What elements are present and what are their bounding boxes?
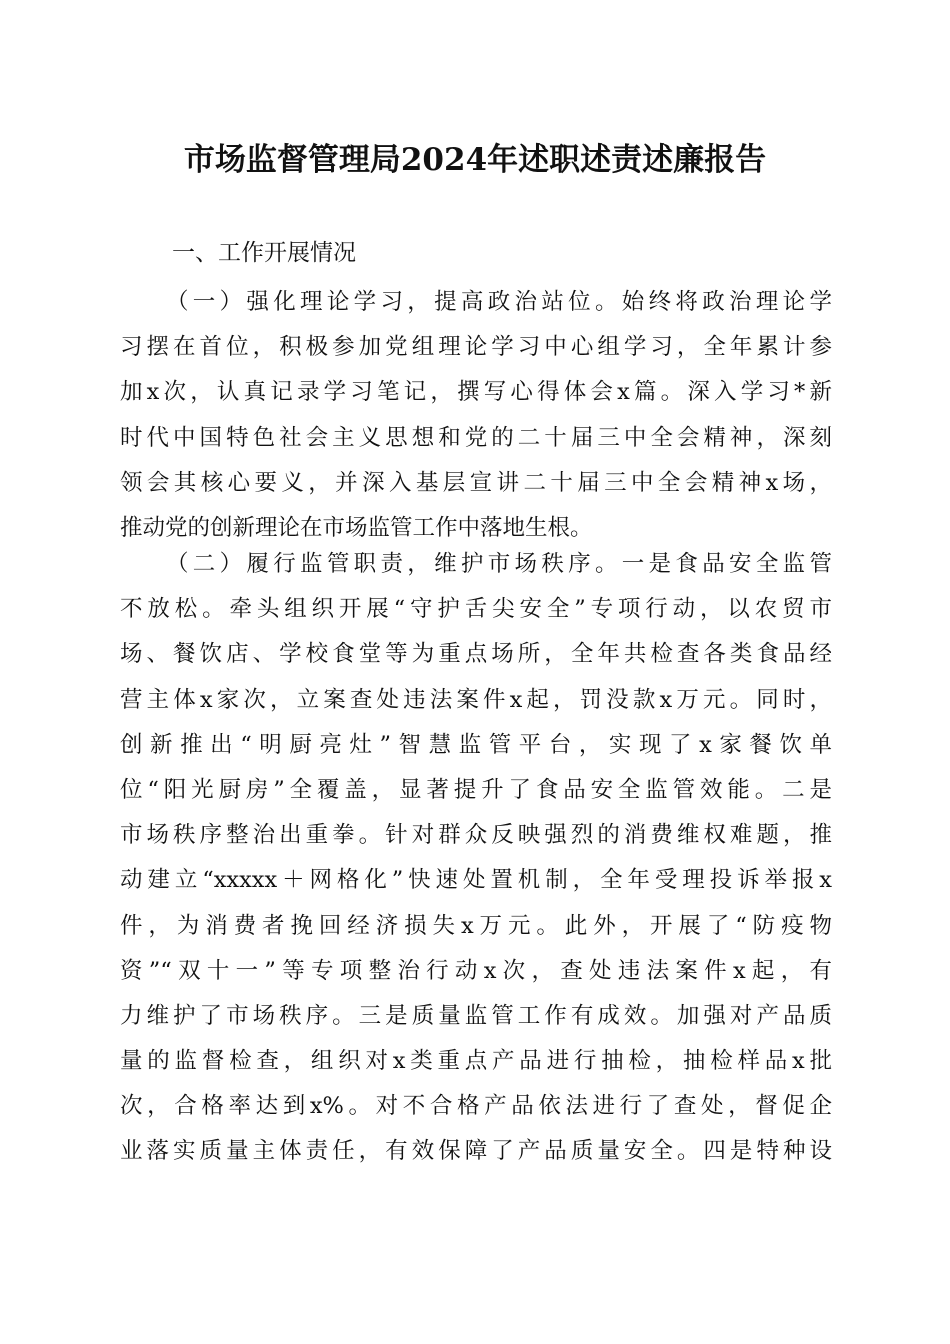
paragraph-line: 力维护了市场秩序。三是质量监管工作有成效。加强对产品质 [120, 1002, 832, 1029]
paragraph-line: 市场秩序整治出重拳。针对群众反映强烈的消费维权难题，推 [120, 822, 832, 849]
paragraph-line: 件，为消费者挽回经济损失x万元。此外，开展了“防疫物 [120, 912, 832, 939]
paragraph-line: 动建立“xxxxx＋网格化”快速处置机制，全年受理投诉举报x [120, 867, 832, 894]
paragraph-line: 营主体x家次，立案查处违法案件x起，罚没款x万元。同时， [120, 686, 832, 713]
paragraph-line: 习摆在首位，积极参加党组理论学习中心组学习，全年累计参 [120, 334, 832, 361]
paragraph-line: 加x次，认真记录学习笔记，撰写心得体会x篇。深入学习*新 [120, 379, 832, 406]
paragraph-line: 位“阳光厨房”全覆盖，显著提升了食品安全监管效能。二是 [120, 776, 832, 803]
paragraph-line: 时代中国特色社会主义思想和党的二十届三中全会精神，深刻 [120, 424, 832, 451]
paragraph-line: 资”“双十一”等专项整治行动x次，查处违法案件x起，有 [120, 957, 832, 984]
paragraph-line: （二）履行监管职责，维护市场秩序。一是食品安全监管 [166, 551, 832, 577]
paragraph-line: （一）强化理论学习，提高政治站位。始终将政治理论学 [166, 289, 832, 315]
paragraph-line: 不放松。牵头组织开展“守护舌尖安全”专项行动，以农贸市 [120, 596, 832, 623]
document-title: 市场监督管理局2024年述职述责述廉报告 [183, 142, 767, 178]
paragraph-line: 创新推出“明厨亮灶”智慧监管平台，实现了x家餐饮单 [120, 731, 832, 758]
paragraph-line: 领会其核心要义，并深入基层宣讲二十届三中全会精神x场， [120, 469, 832, 496]
paragraph-line: 场、餐饮店、学校食堂等为重点场所，全年共检查各类食品经 [120, 641, 832, 668]
section-heading: 一、工作开展情况 [172, 240, 356, 266]
paragraph-line: 量的监督检查，组织对x类重点产品进行抽检，抽检样品x批 [120, 1048, 832, 1075]
paragraph-line: 业落实质量主体责任，有效保障了产品质量安全。四是特种设 [120, 1138, 832, 1165]
paragraph-line: 推动党的创新理论在市场监管工作中落地生根。 [120, 514, 593, 541]
paragraph-line: 次，合格率达到x%。对不合格产品依法进行了查处，督促企 [120, 1093, 832, 1120]
paragraph-1 [120, 280, 832, 551]
paragraph-2 [120, 542, 832, 1175]
